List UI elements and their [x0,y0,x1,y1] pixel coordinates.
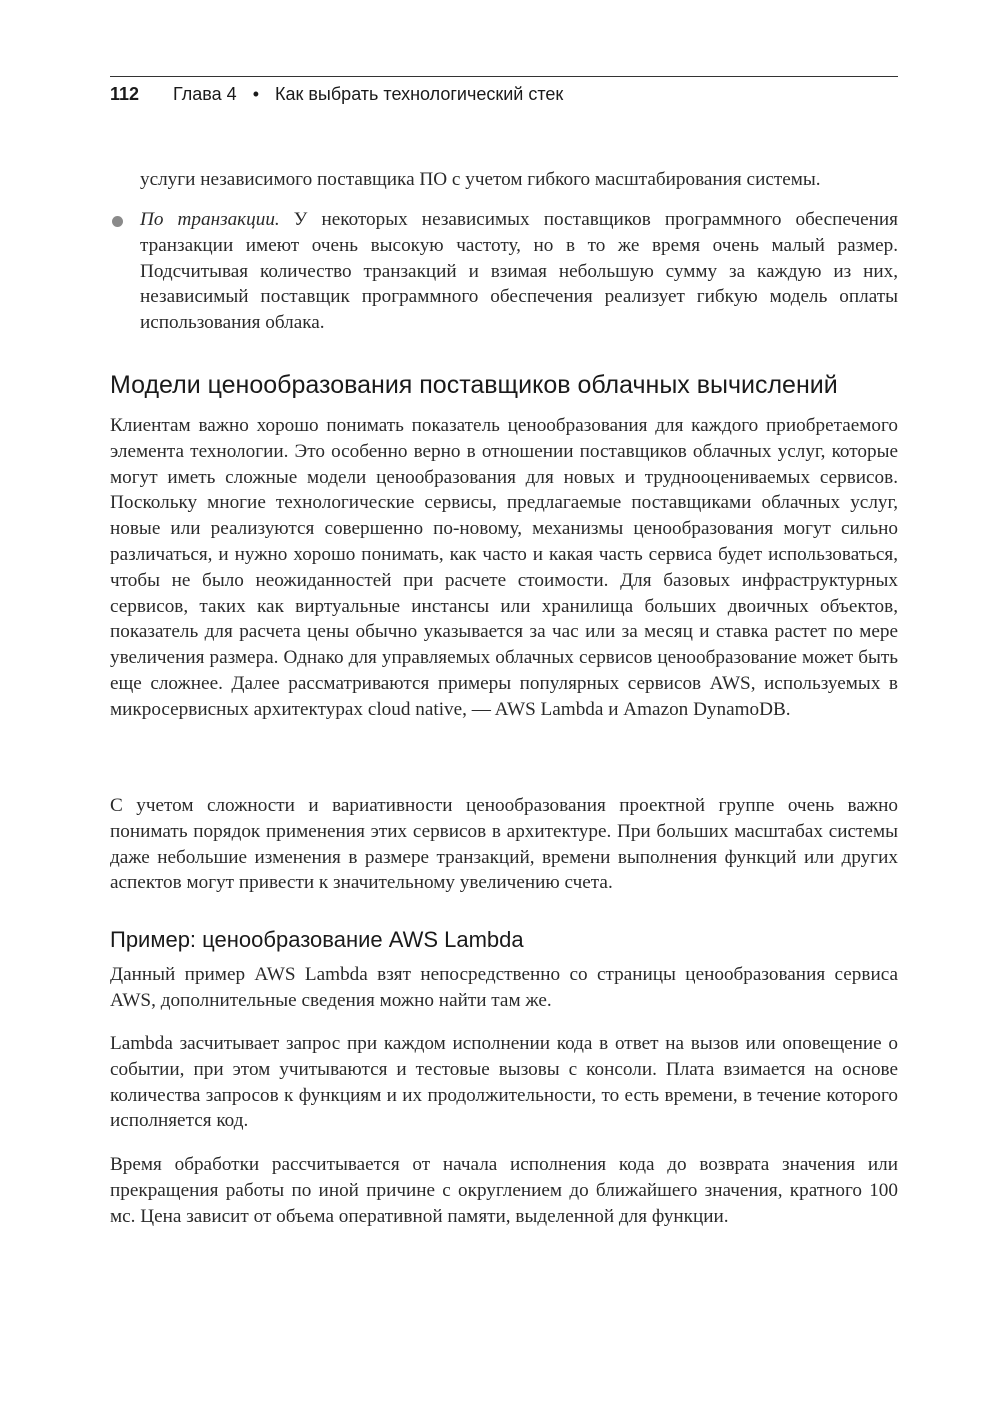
chapter-title: Как выбрать технологический стек [275,84,564,104]
paragraph: С учетом сложности и вариативности ценообразования проектной группе очень важно понимать порядок применения этих сервисов в архитектуре. При больших масштабах системы даже небольшие изменения в размере транзакций, времени выполнения функций или других аспектов могут привести к значительному увеличению счета. [110,795,898,894]
bullet-lead: По транзакции. [140,209,280,230]
header-separator: • [252,84,259,104]
bullet-body: У некоторых независимых поставщиков программного обеспечения транзакции имеют очень высокую частоту, но в то же время очень малый размер. Подсчитывая количество транзакций и взимая небольшую сумму за каждую из них, независимый поставщик программного обеспечения реализует гибкую модель оплаты использования облака. [140,209,898,334]
section-heading-lambda-example: Пример: ценообразование AWS Lambda [110,927,524,952]
bullet-text [140,207,898,336]
paragraph: Клиентам важно хорошо понимать показатель ценообразования для каждого приобретаемого элемента технологии. Это особенно верно в отношении поставщиков облачных услуг, которые могут иметь сложные модели ценообразования для новых и труднооцениваемых сервисов. Поскольку многие технологические сервисы, предлагаемые поставщиками облачных услуг, новые или реализуются совершенно по-новому, механизмы ценообразования могут сильно различаться, и нужно хорошо понимать, как часто и какая часть сервиса будет использоваться, чтобы не было неожиданностей при расчете стоимости. Для базовых инфраструктурных сервисов, таких как виртуальные инстансы или хранилища больших двоичных объектов, показатель для расчета цены обычно указывается за час или за месяц и ставка растет по мере увеличения размера. Однако для управляемых облачных сервисов ценообразование может быть еще сложнее. Далее рассматриваются примеры популярных сервисов AWS, используемых в микросервисных архитектурах cloud native, — AWS Lambda и Amazon DynamoDB. [110,415,898,720]
paragraph: Данный пример AWS Lambda взят непосредственно со страницы ценообразования сервиса AWS, дополнительные сведения можно найти там же. [110,964,898,1011]
page-number: 112 [110,84,140,104]
header-rule [110,76,898,77]
bullet-item-per-transaction [110,207,898,336]
bullet-marker [112,216,123,227]
continued-bullet-text: услуги независимого поставщика ПО с учетом гибкого масштабирования системы. [140,169,821,191]
paragraph: Время обработки рассчитывается от начала исполнения кода до возврата значения или прекращения работы по иной причине с округлением до ближайшего значения, кратного 100 мс. Цена зависит от объема оперативной памяти, выделенной для функции. [110,1154,898,1227]
section-heading-pricing-models: Модели ценообразования поставщиков облачных вычислений [110,371,838,399]
running-header [110,84,898,108]
paragraph: Lambda засчитывает запрос при каждом исполнении кода в ответ на вызов или оповещение о событии, при этом учитываются и тестовые вызовы с консоли. Плата взимается на основе количества запросов к функциям и их продолжительности, то есть времени, в течение которого исполняется код. [110,1033,898,1132]
chapter-label: Глава 4 [173,84,237,104]
